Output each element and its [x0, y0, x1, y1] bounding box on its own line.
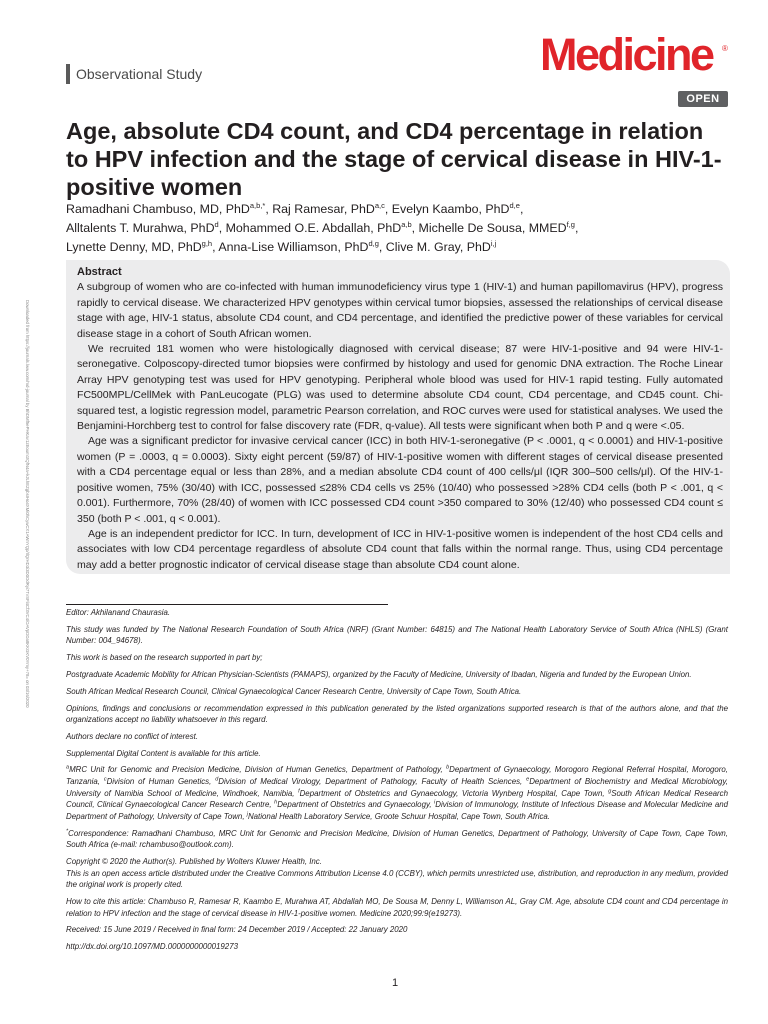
- affiliation-text: Department of Obstetrics and Gynaecology,: [277, 800, 435, 810]
- support-note: Postgraduate Academic Mobility for African Physician-Scientists (PAMAPS), organized by the Faculty of Medicine, University of Ibadan, Nigeria and funded by the European Union.: [66, 669, 692, 679]
- author-separator: ,: [519, 202, 524, 216]
- open-access-badge: OPEN: [678, 91, 728, 107]
- author-separator: ,: [378, 240, 386, 254]
- copyright-note: Copyright © 2020 the Author(s). Published by Wolters Kluwer Health, Inc.: [66, 856, 322, 866]
- author-name: Clive M. Gray, PhD: [385, 240, 491, 254]
- page-number: 1: [392, 977, 399, 989]
- section-bar: [66, 64, 70, 84]
- affiliation-mark: g: [608, 788, 612, 794]
- abstract-paragraph: We recruited 181 women who were histologically diagnosed with cervical disease; 87 were HIV-1-positive and 94 were HIV-1-seronegative. Colposcopy-directed tumor biopsies were confirmed by histology and used for genomic DNA extraction. The Roche Linear Array HPV genotyping test was used for HPV genotyping. Peripheral whole blood was used for HIV-1 rapid testing. Fully automated FC500MPL/CellMek with PanLeucogate (PLG) was used to determine absolute CD4 count, CD4 percentage, and CD45 count. Chi-squared test, a logistic regression model, parametric Pearson correlation, and ROC curves were used for statistical analyses. We used the Benjamini-Horchberg test to control for false discovery rate (FDR, q-value). All tests were significant when both P and q were <.05.: [77, 343, 723, 433]
- author-name: Michelle De Sousa, MMED: [418, 221, 567, 235]
- license-note: This is an open access article distributed under the Creative Commons Attribution License 4.0 (CCBY), which permits unrestricted use, distribution, and reproduction in any medium, provided the original work is properly cited.: [66, 868, 728, 890]
- author-separator: ,: [574, 221, 579, 235]
- support-note: South African Medical Research Council, Clinical Gynaecological Cancer Research Centre, University of Cape Town, South Africa.: [66, 686, 522, 696]
- abstract-paragraph: Age is an independent predictor for ICC. In turn, development of ICC in HIV-1-positive women is independent of the host CD4 cells and associates with low CD4 percentage regardless of absolute CD4 count that falls within the normal range. Thus, using CD4 percentage may add a better prognostic indicator of cervical disease stage than absolute CD4 count alone.: [77, 527, 723, 571]
- affiliation-mark: i: [434, 799, 436, 806]
- affiliation-text: Department of Obstetrics and Gynaecology, Victoria Wynberg Hospital, Cape Town,: [299, 788, 609, 798]
- affiliation-text: MRC Unit for Genomic and Precision Medicine, Division of Human Genetics, Department of Pathology,: [69, 765, 447, 775]
- affiliation-text: Division of Immunology, Institute of Infectious Disease and Molecular Medicine and Department of Pathology, University of Cape Town,: [66, 800, 728, 821]
- supplemental-note: Supplemental Digital Content is available for this article.: [66, 748, 261, 758]
- doi-link[interactable]: http://dx.doi.org/10.1097/MD.0000000000019273: [66, 942, 238, 952]
- abstract-paragraph: A subgroup of women who are co-infected with human immunodeficiency virus type 1 (HIV-1) and human papillomavirus (HPV), progress rapidly to cervical disease. We characterized HPV genotypes within cervical tumor biopsies, assessed the relationships of cervical disease stage with age, HIV-1 status, absolute CD4 count, and CD4 percentage, and identified the predictive power of these variables for cervical disease stage in a cohort of South African women.: [77, 281, 723, 340]
- correspondence-text: Correspondence: Ramadhani Chambuso, MRC Unit for Genomic and Precision Medicine, Division of Human Genetics, Department of Pathology, University of Cape Town, Cape Town, South Africa (e-mail: rchambuso@outlook.com).: [66, 828, 728, 850]
- affiliation-text: Department of Gynaecology, Morogoro Regional Referral Hospital, Morogoro, Tanzania,: [66, 765, 728, 787]
- author-separator: ,: [411, 221, 419, 235]
- correspondence-mark: *: [66, 827, 69, 834]
- author-name: Ramadhani Chambuso, MD, PhD: [66, 202, 250, 216]
- affiliation-text: Division of Medical Virology, Department of Pathology, Faculty of Health Sciences,: [218, 777, 527, 787]
- author-affiliation-mark: g,h: [201, 238, 213, 248]
- author-affiliation-mark: i,j: [490, 238, 497, 248]
- author-name: Mohammed O.E. Abdallah, PhD: [225, 221, 402, 235]
- affiliation-mark: d: [215, 776, 219, 783]
- footnote-divider: [66, 604, 388, 605]
- download-side-note-text: Downloaded from https://journals.lww.com/md-journal by BhDMf5ePHKav1zEoum1tQfN4a+kJLhEZgbsIHo4XMi0hCywCX1AWnYQp/IlQrHD3i3D0OdRyi7TvSFl4Cf3VC4/OAVpDDa8KKGKV0Ymy+78= on 03/16/2020: [25, 300, 30, 708]
- affiliation-text: South African Medical Research Council, Clinical Gynaecological Cancer Research Centre,: [66, 788, 729, 810]
- author-affiliation-mark: d: [214, 219, 219, 229]
- author-affiliation-mark: a,b: [401, 219, 412, 229]
- affiliation-text: National Health Laboratory Service, Groote Schuur Hospital, Cape Town, South Africa.: [247, 811, 550, 821]
- affiliation-mark: c: [103, 776, 107, 783]
- affiliation-text: Department of Biochemistry and Medical Microbiology, University of Namibia School of Medicine, Windhoek, Namibia,: [66, 777, 728, 798]
- affiliation-mark: j: [246, 811, 248, 818]
- footnotes: [66, 607, 728, 958]
- registered-mark: ®: [722, 44, 728, 53]
- author-separator: ,: [265, 202, 273, 216]
- author-name: Raj Ramesar, PhD: [272, 202, 375, 216]
- author-affiliation-mark: a,b,*: [249, 200, 266, 210]
- abstract-paragraph: Age was a significant predictor for invasive cervical cancer (ICC) in both HIV-1-seronegative (P < .0001, q < 0.0001) and HIV-1-positive women (P = .0003, q = 0.0003). Sixty eight percent (59/87) of HIV-1-positive women with different stages of cervical disease presented with a CD4 percentage equal or less than 28%, and a median absolute CD4 count of 400 cells/μl (IQR 300–500 cells/μl). Of the HIV-1-positive women, 75% (30/40) with ICC, possessed ≤28% CD4 cells vs 25% (10/40) who possessed >28% CD4 cells (both P < .001, q < 0.001). Furthermore, 70% (28/40) of women with ICC possessed CD4 count >350 compared to 30% (12/40) who possessed CD4 count ≤ 350 (both P < .001, q < 0.001).: [77, 435, 723, 525]
- author-separator: ,: [384, 202, 392, 216]
- dates-note: Received: 15 June 2019 / Received in final form: 24 December 2019 / Accepted: 22 January 2020: [66, 925, 408, 935]
- affiliation-mark: b: [446, 764, 450, 771]
- affiliations-note: [66, 764, 728, 822]
- author-affiliation-mark: f,g: [566, 219, 575, 229]
- author-affiliation-mark: d,g: [368, 238, 379, 248]
- author-separator: ,: [218, 221, 226, 235]
- affiliation-mark: h: [274, 799, 278, 806]
- author-list: [66, 200, 736, 257]
- abstract-body: [77, 265, 723, 573]
- author-separator: ,: [212, 240, 219, 254]
- author-name: Anna-Lise Williamson, PhD: [218, 240, 369, 254]
- journal-logo: Medicine: [540, 29, 713, 80]
- affiliation-mark: a: [66, 764, 70, 771]
- affiliation-text: Division of Human Genetics,: [106, 777, 216, 787]
- author-affiliation-mark: d,e: [509, 200, 520, 210]
- correspondence-note: [66, 828, 728, 851]
- support-intro: This work is based on the research supported in part by;: [66, 653, 263, 663]
- section-label: Observational Study: [76, 66, 203, 82]
- conflict-note: Authors declare no conflict of interest.: [66, 731, 199, 741]
- funding-note: This study was funded by The National Research Foundation of South Africa (NRF) (Grant Number: 64815) and The National Health Laboratory Service of South Africa (NHLS) (Grant Number: 004_94678).: [66, 624, 728, 646]
- author-name: Lynette Denny, MD, PhD: [66, 240, 202, 254]
- author-name: Evelyn Kaambo, PhD: [391, 202, 510, 216]
- affiliation-mark: f: [298, 788, 300, 794]
- affiliation-mark: e: [526, 776, 530, 783]
- author-affiliation-mark: a,c: [374, 200, 385, 210]
- download-side-note: [22, 300, 32, 800]
- article-title: Age, absolute CD4 count, and CD4 percentage in relation to HPV infection and the stage of cervical disease in HIV-1-positive women: [66, 118, 722, 200]
- disclaimer-note: Opinions, findings and conclusions or recommendation expressed in this publication generated by the listed organizations supported research is that of the authors alone, and that the organizations accept no liability whatsoever in this regard.: [66, 703, 728, 725]
- editor-note: Editor: Akhilanand Chaurasia.: [66, 608, 171, 617]
- author-name: Alltalents T. Murahwa, PhD: [66, 221, 215, 235]
- abstract-heading: Abstract: [77, 266, 122, 278]
- citation-note: How to cite this article: Chambuso R, Ramesar R, Kaambo E, Murahwa AT, Abdallah MO, De Sousa M, Denny L, Williamson AL, Gray CM. Age, absolute CD4 count and CD4 percentage in relation to HPV infection and the stage of cervical disease in HIV-1-positive women. Medicine 2020;99:9(e19273).: [66, 896, 728, 918]
